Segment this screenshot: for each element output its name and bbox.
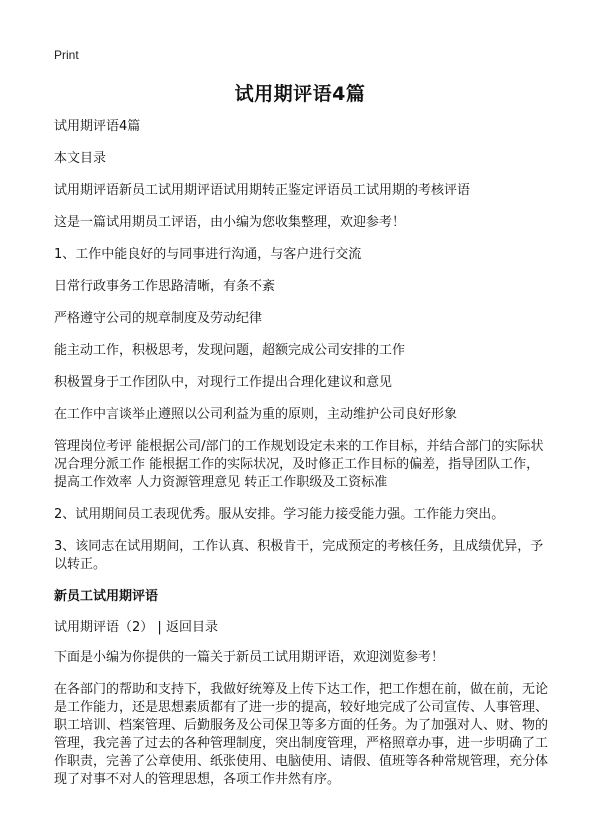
print-link[interactable]: Print: [54, 48, 79, 62]
section-heading: 新员工试用期评语: [54, 589, 159, 604]
list-item: 2、试用期间员工表现优秀。服从安排。学习能力接受能力强。工作能力突出。: [54, 507, 505, 522]
section-nav-label: 试用期评语（2）: [54, 620, 154, 635]
toc-label: 本文目录: [54, 151, 107, 166]
section-paragraph: 在各部门的帮助和支持下，我做好统筹及上传下达工作，把工作想在前，做在前，无论是工作能力，还是思想素质都有了进一步的提高，较好地完成了公司宣传、人事管理、职工培训、档案管理、后勤服务及公司保卫等多方面的任务。为了加强对人、财、物的管理，我完善了过去的各种管理制度，突出制度管理，严格照章办事，进一步明确了工作职责，完善了公章使用、纸张使用、电脑使用、请假、值班等各种常规管理，充分体现了对事不对人的管理思想，各项工作井然有序。: [54, 682, 549, 787]
management-paragraph: 管理岗位考评 能根据公司/部门的工作规划设定未来的工作目标，并结合部门的实际状况合理分派工作 能根据工作的实际状况，及时修正工作目标的偏差，指导团队工作，提高工作效率 人力资源管理意见 转正工作职级及工资标准: [54, 439, 544, 490]
intro-paragraph: 这是一篇试用期员工评语，由小编为您收集整理，欢迎参考！: [54, 215, 406, 230]
list-item: 3、该同志在试用期间，工作认真、积极肯干，完成预定的考核任务，且成绩优异，予以转正。: [54, 539, 544, 572]
section-intro: 下面是小编为你提供的一篇关于新员工试用期评语，欢迎浏览参考！: [54, 650, 445, 665]
document-body: [54, 118, 552, 803]
section-nav: [54, 619, 552, 637]
list-item: 能主动工作，积极思考，发现问题，超额完成公司安排的工作: [54, 343, 406, 358]
document-subtitle: 试用期评语4篇: [54, 119, 141, 134]
list-item: 积极置身于工作团队中，对现行工作提出合理化建议和意见: [54, 375, 393, 390]
toc-line: 试用期评语新员工试用期评语试用期转正鉴定评语员工试用期的考核评语: [54, 183, 471, 198]
page-title: 试用期评语4篇: [234, 83, 366, 105]
return-to-toc-link[interactable]: 返回目录: [165, 620, 218, 635]
list-item: 1、工作中能良好的与同事进行沟通，与客户进行交流: [54, 247, 362, 262]
list-item: 日常行政事务工作思路清晰，有条不紊: [54, 279, 276, 294]
list-item: 在工作中言谈举止遵照以公司利益为重的原则，主动维护公司良好形象: [54, 407, 458, 422]
list-item: 严格遵守公司的规章制度及劳动纪律: [54, 311, 263, 326]
section-nav-separator: |: [153, 620, 166, 635]
